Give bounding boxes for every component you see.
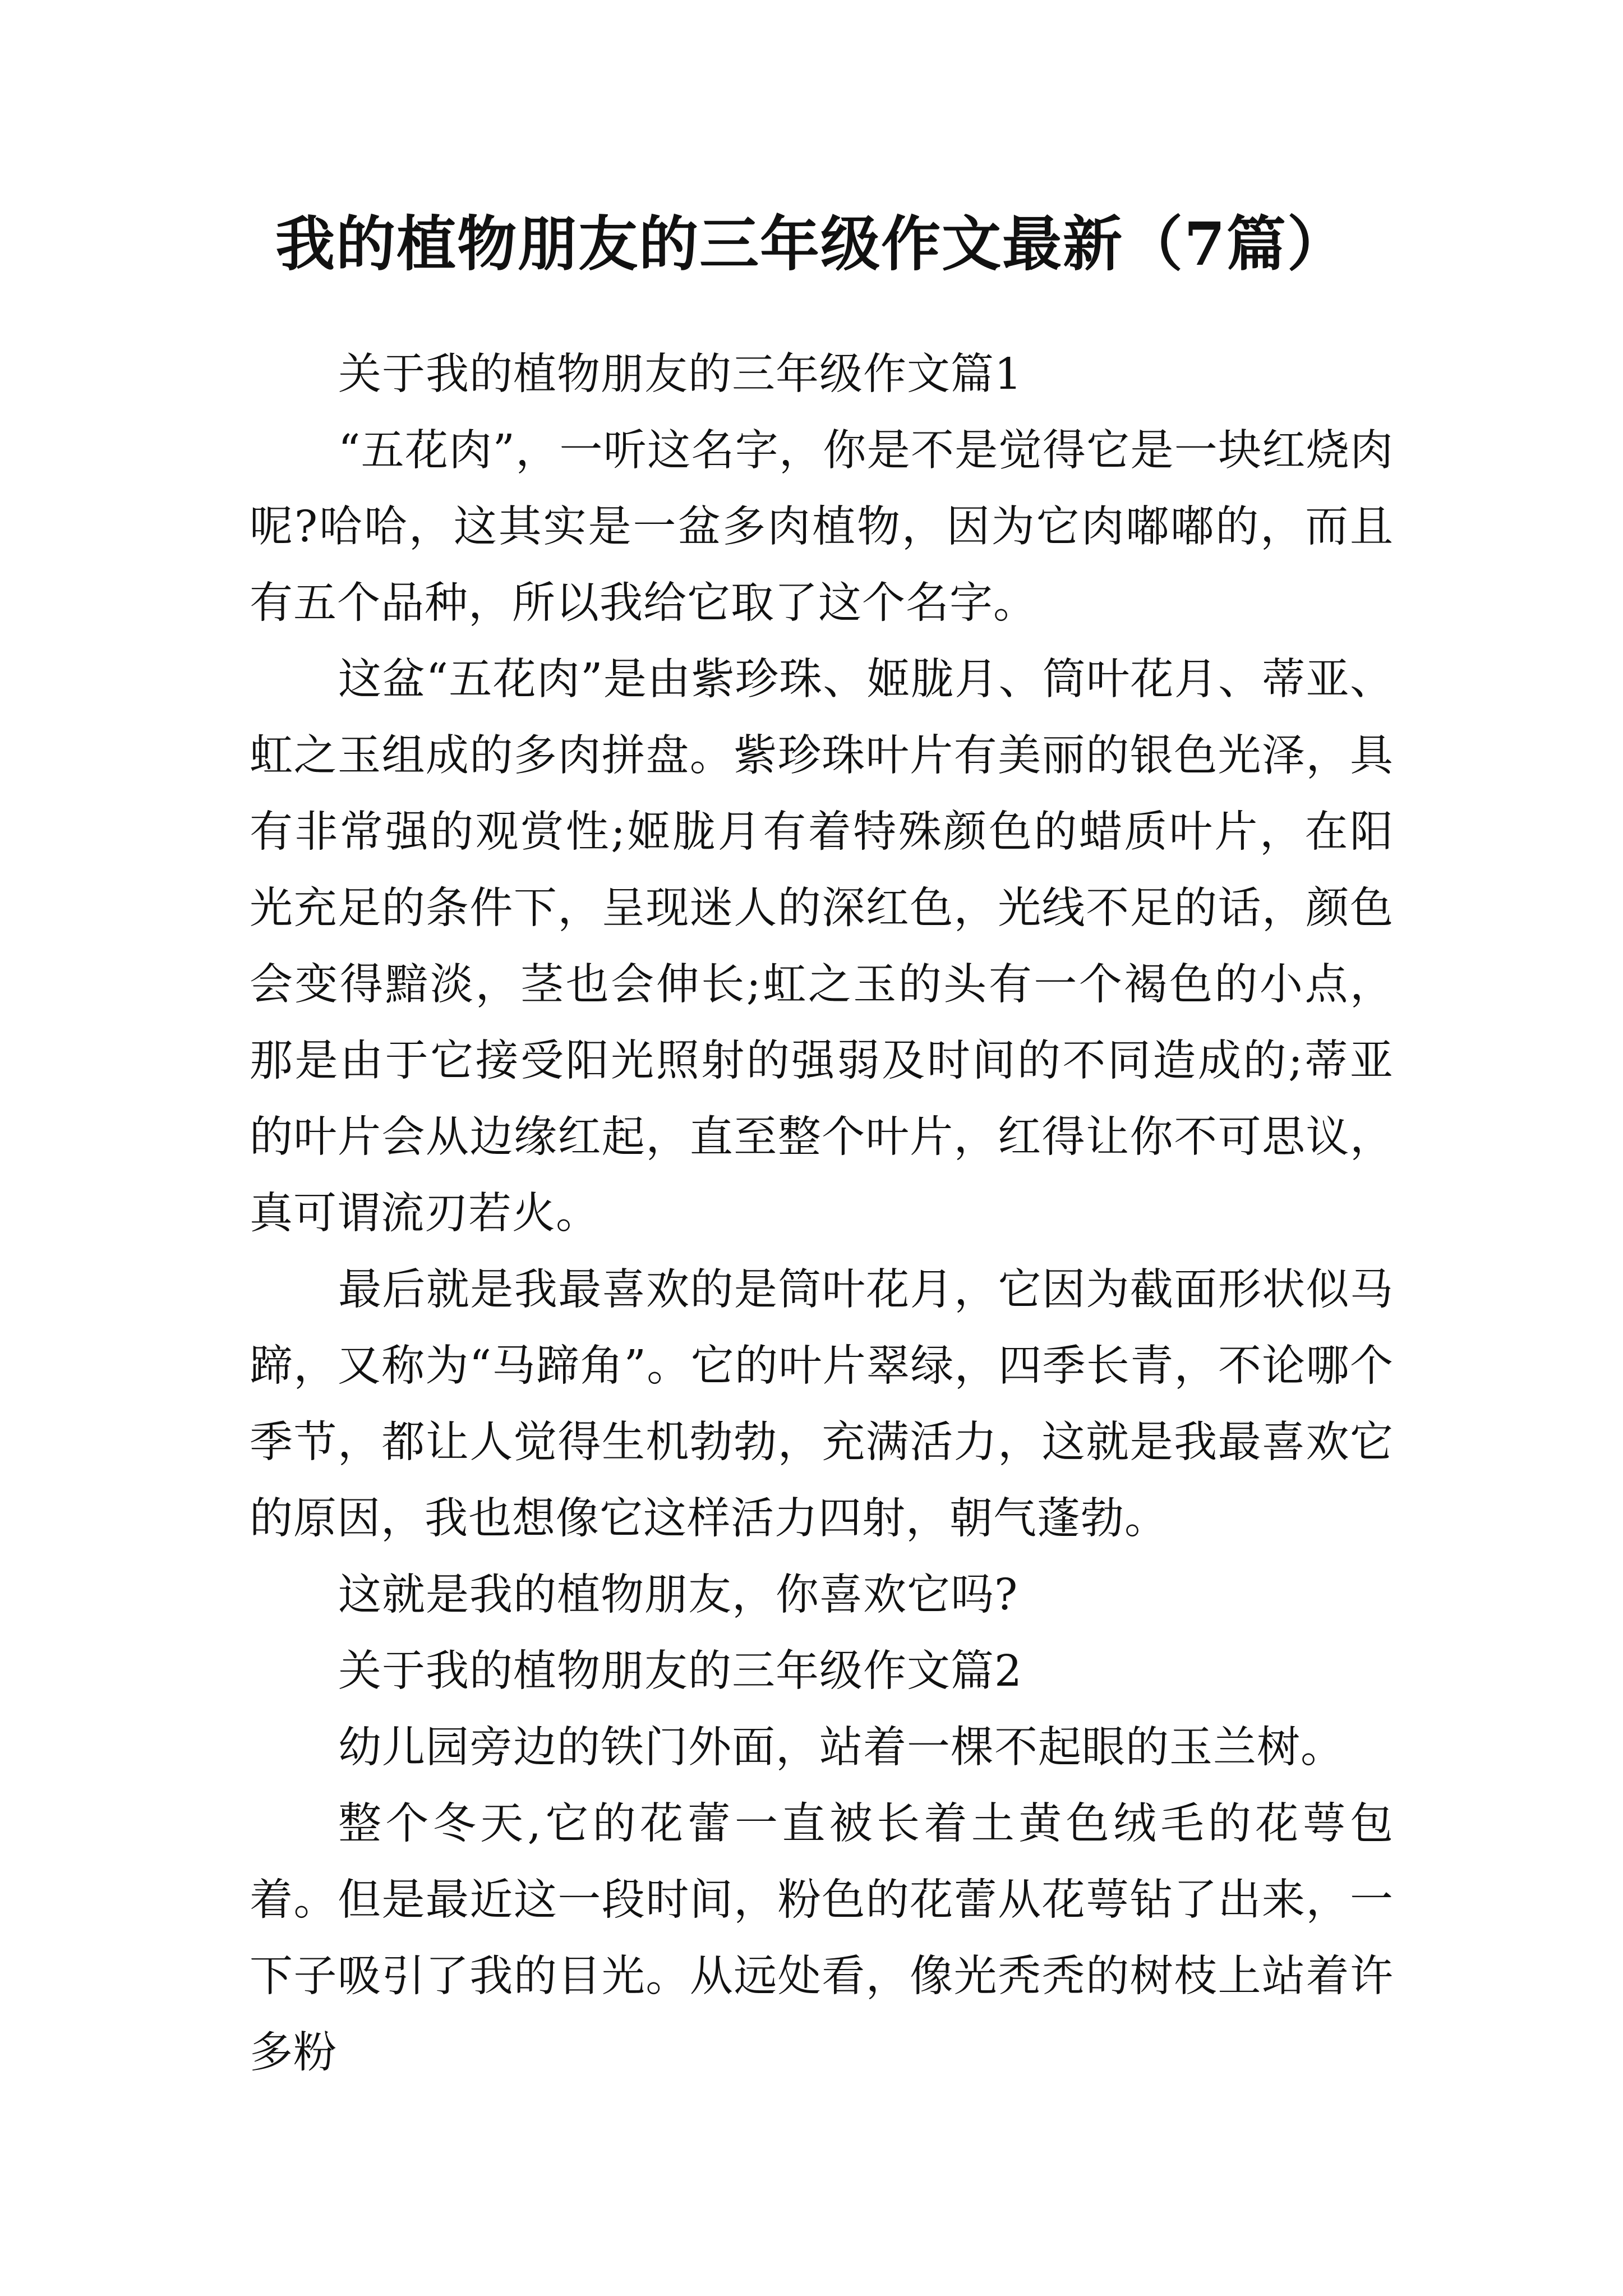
paragraph: 幼儿园旁边的铁门外面，站着一棵不起眼的玉兰树。 <box>338 1723 1344 1773</box>
paragraph: “五花肉”，一听这名字，你是不是觉得它是一块红烧肉呢?哈哈，这其实是一盆多肉植物，因为它肉嘟嘟的，而且有五个品种，所以我给它取了这个名字。 <box>250 426 1394 628</box>
section-heading-1: 关于我的植物朋友的三年级作文篇1 <box>338 349 1022 399</box>
document-body <box>250 337 1394 2091</box>
section-heading-2: 关于我的植物朋友的三年级作文篇2 <box>338 1646 1022 1696</box>
document-title: 我的植物朋友的三年级作文最新（7篇） <box>275 209 1348 279</box>
paragraph: 整个冬天,它的花蕾一直被长着土黄色绒毛的花萼包着。但是最近这一段时间，粉色的花蕾从花萼钻了出来，一下子吸引了我的目光。从远处看，像光秃秃的树枝上站着许多粉 <box>250 1799 1394 2078</box>
paragraph: 最后就是我最喜欢的是筒叶花月，它因为截面形状似马蹄，又称为“马蹄角”。它的叶片翠绿，四季长青，不论哪个季节，都让人觉得生机勃勃，充满活力，这就是我最喜欢它的原因，我也想像它这样活力四射，朝气蓬勃。 <box>250 1265 1394 1544</box>
paragraph: 这盆“五花肉”是由紫珍珠、姬胧月、筒叶花月、蒂亚、虹之玉组成的多肉拼盘。紫珍珠叶片有美丽的银色光泽，具有非常强的观赏性;姬胧月有着特殊颜色的蜡质叶片，在阳光充足的条件下，呈现迷人的深红色，光线不足的话，颜色会变得黯淡，茎也会伸长;虹之玉的头有一个褐色的小点，那是由于它接受阳光照射的强弱及时间的不同造成的;蒂亚的叶片会从边缘红起，直至整个叶片，红得让你不可思议，真可谓流刃若火。 <box>250 655 1394 1239</box>
paragraph: 这就是我的植物朋友，你喜欢它吗? <box>338 1570 1018 1620</box>
